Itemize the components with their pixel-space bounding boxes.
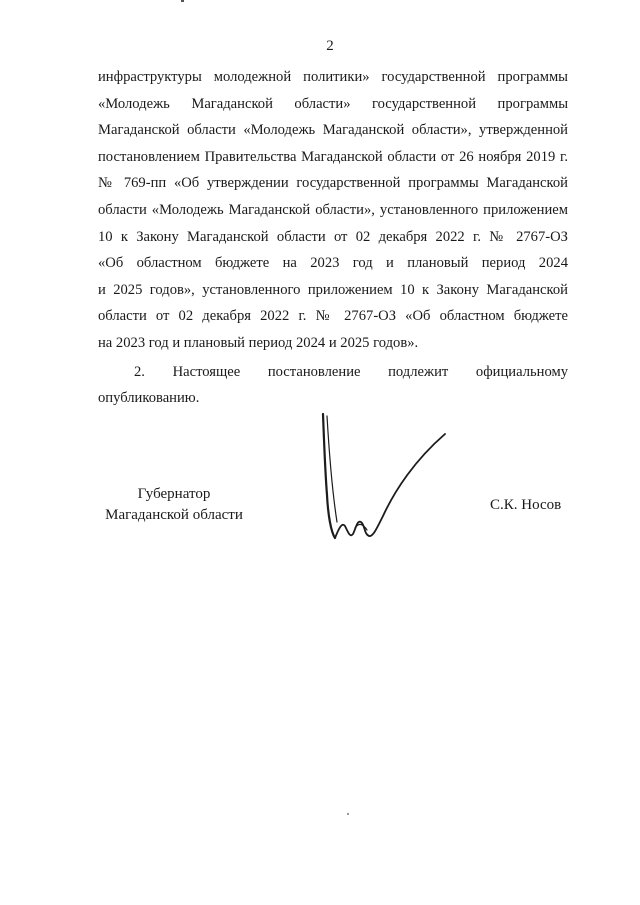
text-line: области «Молодежь Магаданской области», установленного приложением [98, 201, 568, 218]
paragraph-1 [98, 64, 568, 357]
position-line: Магаданской области [105, 507, 243, 523]
document-body [98, 64, 568, 412]
text-line: «Об областном бюджете на 2023 год и плановый период 2024 [98, 255, 568, 272]
text-line: Магаданской области «Молодежь Магаданской области», утвержденной [98, 122, 568, 139]
text-line: на 2023 год и плановый период 2024 и 2025 годов». [98, 334, 419, 351]
scan-mark-bottom [347, 813, 349, 815]
text-line: области от 02 декабря 2022 г. № 2767-ОЗ «Об областном бюджете [98, 308, 568, 325]
scan-mark-top [181, 0, 184, 2]
text-line: и 2025 годов», установленного приложением 10 к Закону Магаданской [98, 281, 568, 298]
text-line: № 769-пп «Об утверждении государственной программы Магаданской [98, 175, 568, 192]
text-line: опубликованию. [98, 390, 200, 407]
signer-name: С.К. Носов [490, 497, 562, 513]
text-line: «Молодежь Магаданской области» государственной программы [98, 95, 568, 112]
text-line: 2. Настоящее постановление подлежит официальному [134, 363, 568, 380]
handwritten-signature [315, 410, 455, 545]
position-line: Губернатор [137, 486, 211, 502]
text-line: 10 к Закону Магаданской области от 02 декабря 2022 г. № 2767-ОЗ [98, 228, 568, 245]
text-line: постановлением Правительства Магаданской области от 26 ноября 2019 г. [98, 148, 568, 165]
paragraph-2 [98, 359, 568, 412]
page-number: 2 [326, 38, 334, 54]
text-line: инфраструктуры молодежной политики» государственной программы [98, 69, 568, 85]
signer-position [104, 484, 244, 526]
